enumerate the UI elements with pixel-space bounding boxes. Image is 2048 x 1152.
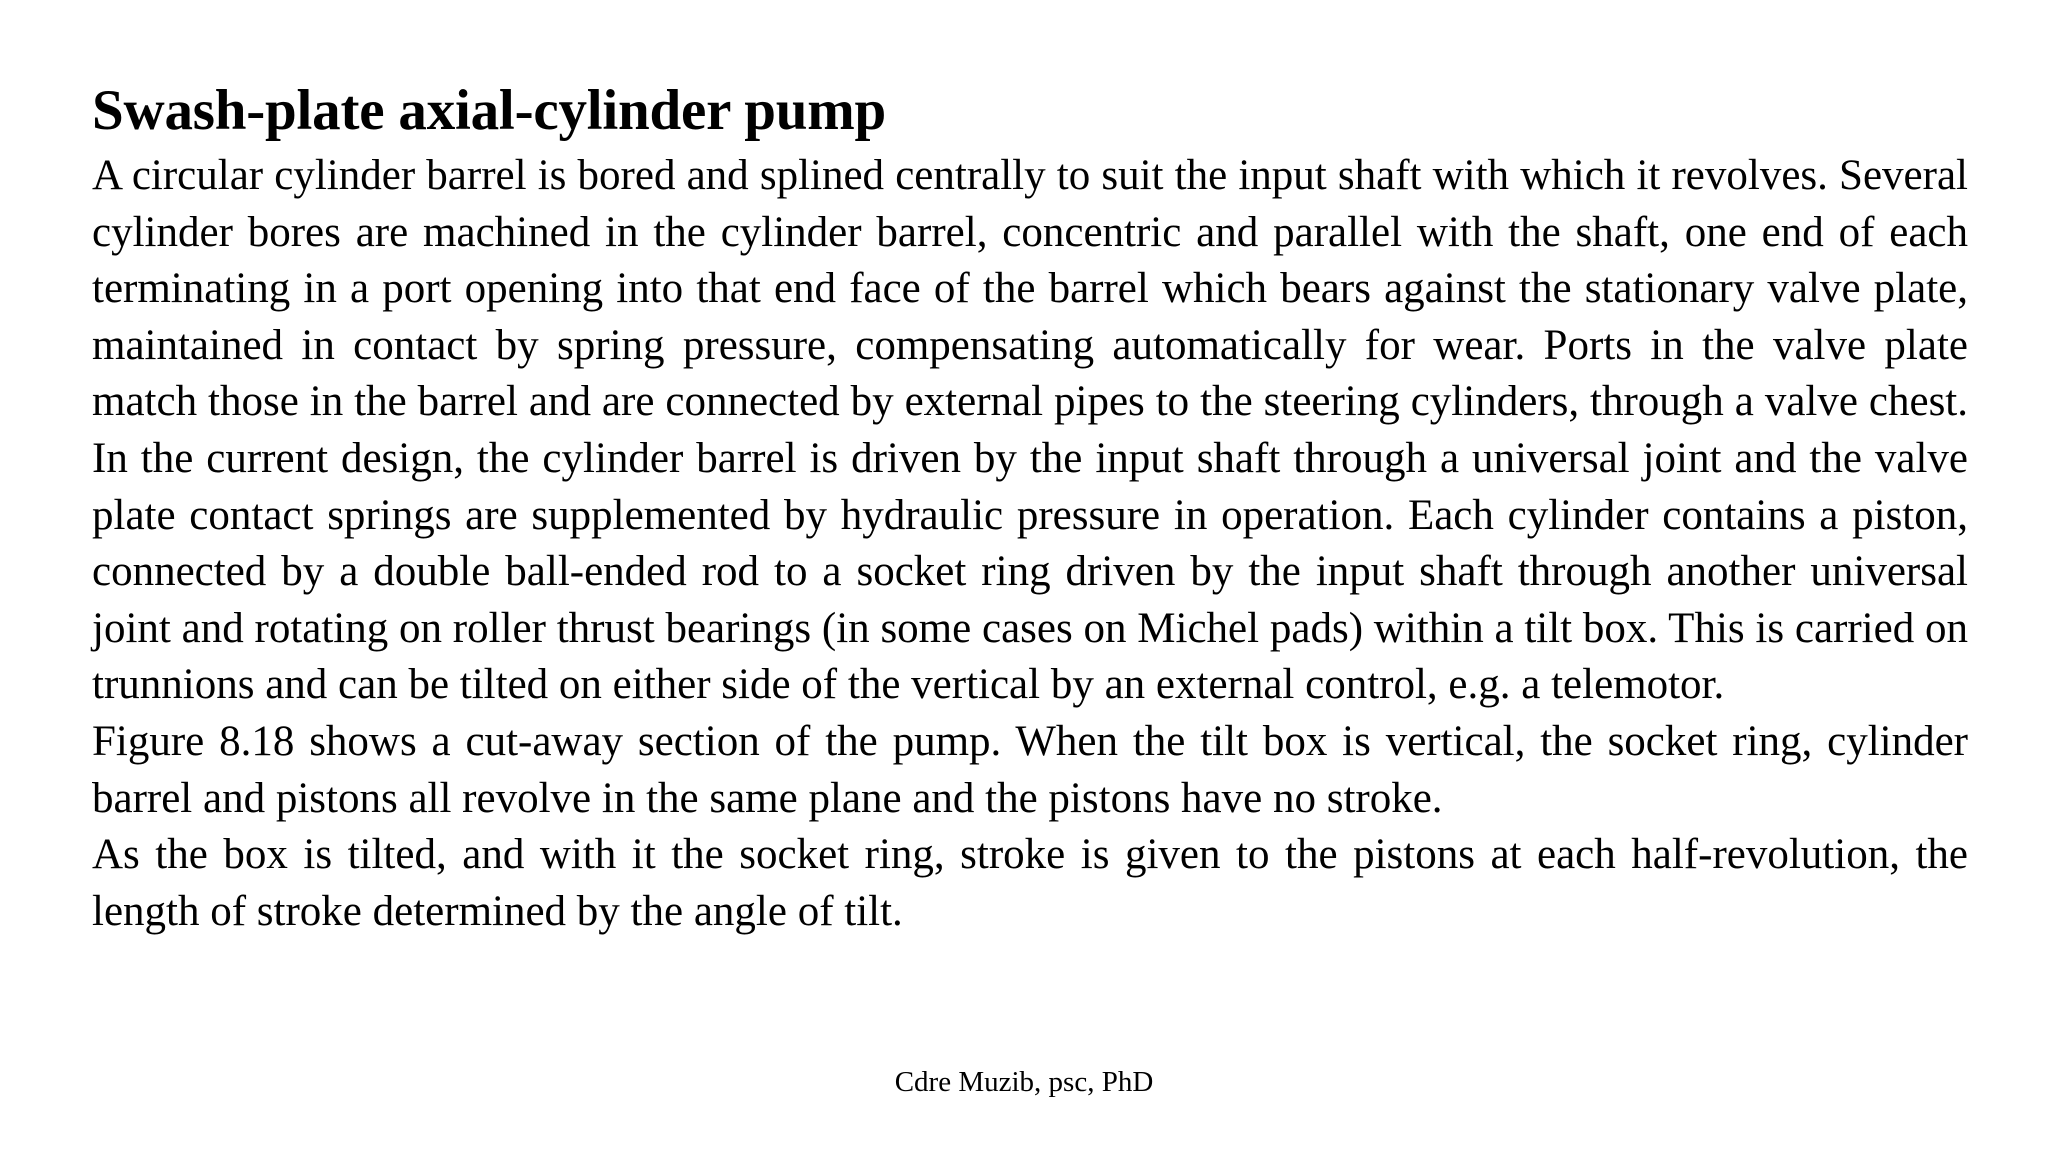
paragraph-figure-reference: Figure 8.18 shows a cut-away section of the pump. When the tilt box is vertical, the socket ring, cylinder barrel and pistons all revolve in the same plane and the pistons have no stroke. xyxy=(92,717,1968,822)
slide-content xyxy=(92,74,1968,940)
paragraph-tilt-stroke: As the box is tilted, and with it the socket ring, stroke is given to the pistons at each half-revolution, the length of stroke determined by the angle of tilt. xyxy=(92,831,1968,935)
slide-title: Swash-plate axial-cylinder pump xyxy=(92,79,887,142)
slide-footer: Cdre Muzib, psc, PhD xyxy=(894,1066,1154,1098)
paragraph-cylinder-barrel: A circular cylinder barrel is bored and splined centrally to suit the input shaft with which it revolves. Several cylinder bores are machined in the cylinder barrel, concentric and parallel with the shaft, one end of each terminating in a port opening into that end face of the barrel which bears against the stationary valve plate, maintained in contact by spring pressure, compensating automatically for wear. Ports in the valve plate match those in the barrel and are connected by external pipes to the steering cylinders, through a valve chest. In the current design, the cylinder barrel is driven by the input shaft through a universal joint and the valve plate contact springs are supplemented by hydraulic pressure in operation. Each cylinder contains a piston, connected by a double ball-ended rod to a socket ring driven by the input shaft through another universal joint and rotating on roller thrust bearings (in some cases on Michel pads) within a tilt box. This is carried on trunnions and can be tilted on either side of the vertical by an external control, e.g. a telemotor. xyxy=(92,152,1968,709)
